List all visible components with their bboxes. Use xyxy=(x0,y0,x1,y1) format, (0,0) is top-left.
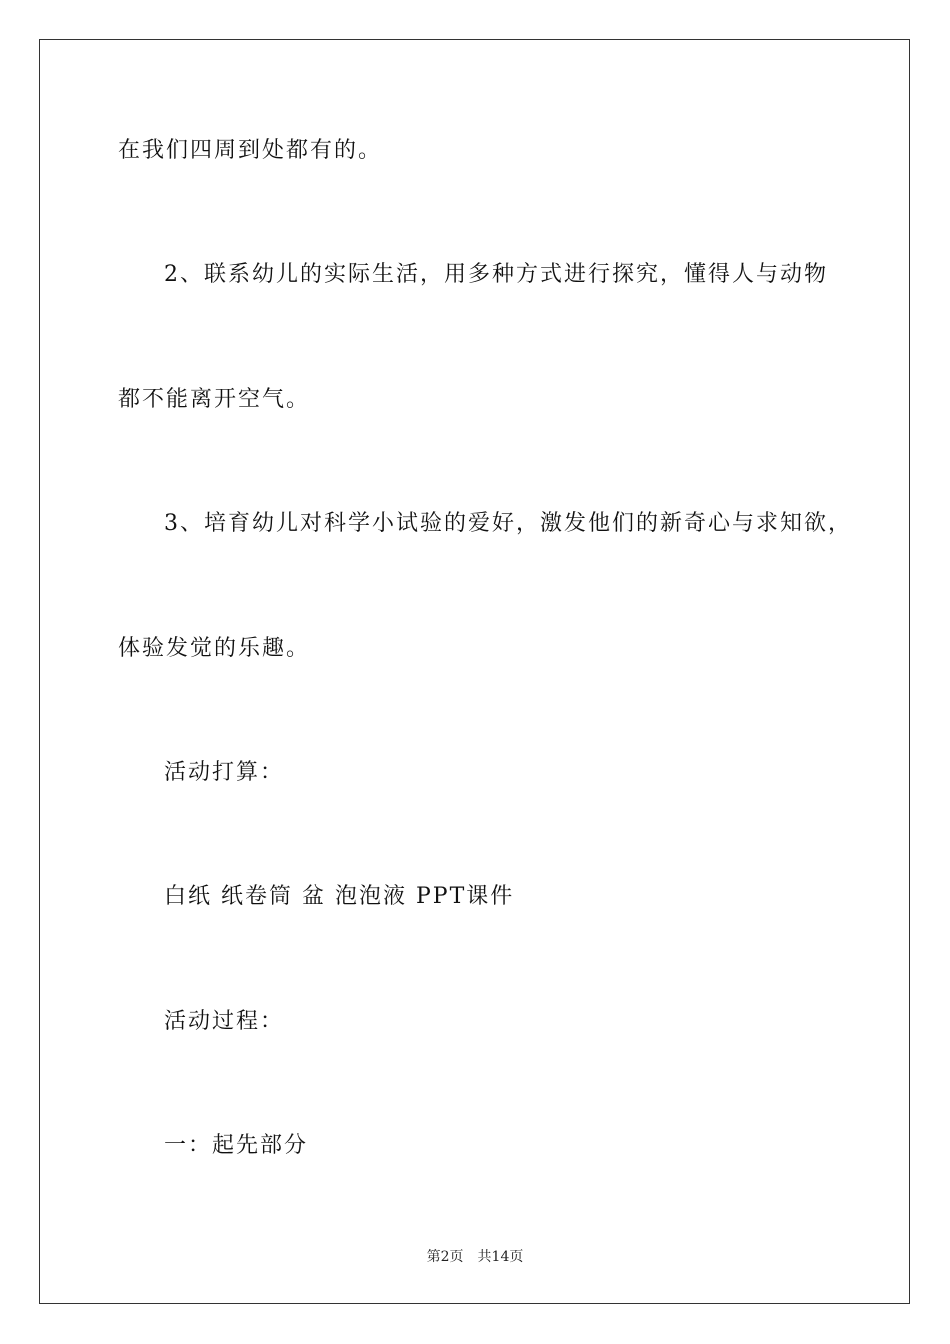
page-footer xyxy=(0,1248,950,1266)
page-border xyxy=(39,39,910,1304)
objective-item-3: 3、培育幼儿对科学小试验的爱好，激发他们的新奇心与求知欲， xyxy=(164,511,852,536)
objective-item-2: 2、联系幼儿的实际生活，用多种方式进行探究，懂得人与动物 xyxy=(164,262,828,287)
paragraph-continuation: 体验发觉的乐趣。 xyxy=(118,636,311,661)
section-heading-preparation: 活动打算： xyxy=(164,760,285,785)
paragraph-continuation: 都不能离开空气。 xyxy=(118,387,311,412)
subsection-heading-start: 一：起先部分 xyxy=(164,1133,309,1158)
paragraph-text: 在我们四周到处都有的。 xyxy=(118,138,383,163)
materials-list: 白纸 纸卷筒 盆 泡泡液 PPT课件 xyxy=(164,884,515,909)
page-number: 第2页 xyxy=(426,1249,464,1265)
page-total: 共14页 xyxy=(477,1249,524,1265)
section-heading-process: 活动过程： xyxy=(164,1009,285,1034)
